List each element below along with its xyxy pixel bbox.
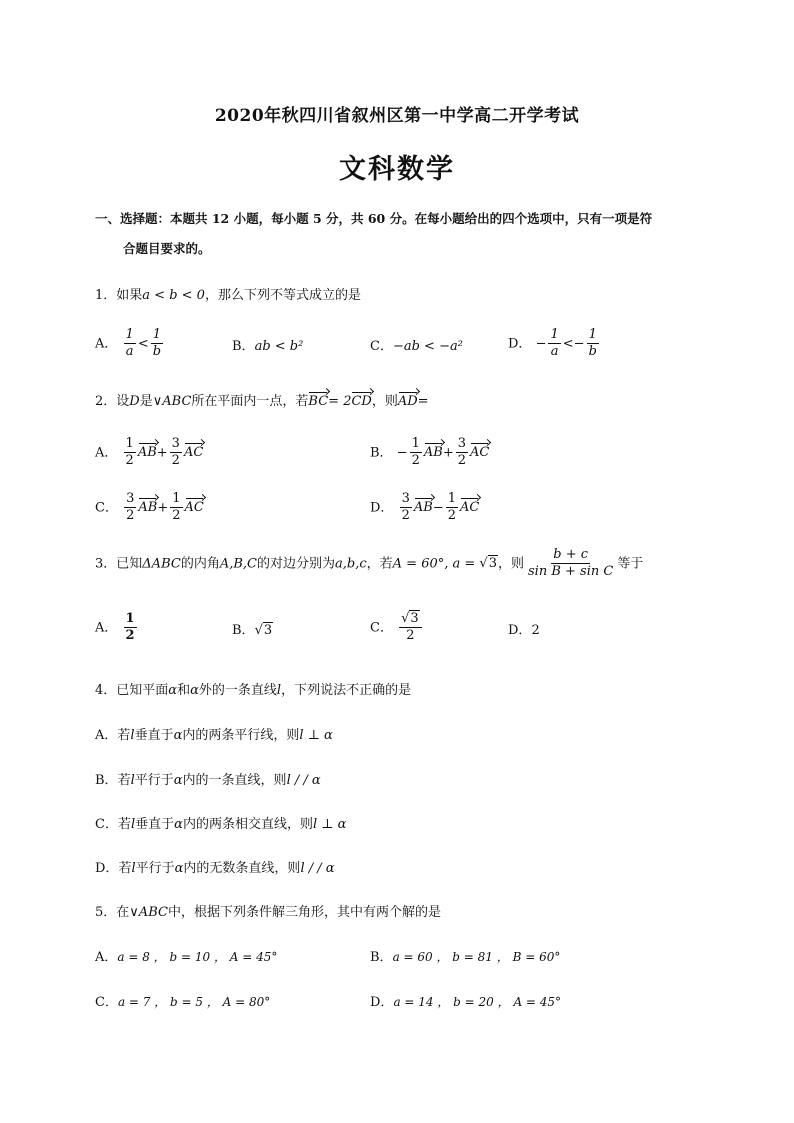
question-text: ，那么下列不等式成立的是 xyxy=(204,288,361,303)
option-label: C． xyxy=(95,500,118,516)
q2-option-b[interactable]: B． − $\frac{1}{2}$ AB+ $\frac{3}{2}$ AC xyxy=(370,436,490,469)
option-label: B． xyxy=(232,339,255,354)
question-5: 5．在∨ABC中，根据下列条件解三角形，其中有两个解的是 xyxy=(95,905,441,920)
option-label: B． xyxy=(232,623,255,638)
question-number: 1． xyxy=(95,288,117,303)
fraction: $\frac{1}{2}$ xyxy=(411,436,420,469)
q3-option-d[interactable] xyxy=(508,624,540,637)
fraction: $\frac{3}{2}$ xyxy=(126,491,135,524)
fraction: $\frac{3}{2}$ xyxy=(457,436,467,469)
q4-option-d[interactable]: D．若l平行于α内的无数条直线，则l / / α xyxy=(95,861,335,876)
sqrt-symbol: √3 xyxy=(479,556,497,572)
question-text: 如果 xyxy=(116,288,143,303)
fraction: $\frac{1}{2}$ xyxy=(125,611,135,644)
q3-option-c[interactable] xyxy=(370,612,424,644)
question-1 xyxy=(95,289,361,302)
option-expr: 2 xyxy=(531,623,540,638)
fraction: $\frac{b + c}{\text{sin B + sin C}}$ xyxy=(528,547,614,580)
q1-option-a[interactable]: A． $\frac{1}{a}$ < $\frac{1}{b}$ xyxy=(95,327,162,360)
fraction: $\frac{1}{b}$ xyxy=(588,327,597,360)
q1-option-d[interactable]: D． − $\frac{1}{a}$ <− $\frac{1}{b}$ xyxy=(508,327,597,360)
math-condition: a < b < 0 xyxy=(142,288,205,303)
option-label: A． xyxy=(95,620,118,636)
q4-option-c[interactable]: C．若l垂直于α内的两条相交直线，则l ⊥ α xyxy=(95,817,347,832)
q5-option-b[interactable]: B．a = 60 ， b = 81 ， B = 60° xyxy=(370,950,561,965)
q2-option-c[interactable]: C． $\frac{3}{2}$ AB+ $\frac{1}{2}$ AC xyxy=(95,491,204,524)
q5-option-d[interactable]: D．a = 14 ， b = 20 ， A = 45° xyxy=(370,995,562,1010)
fraction: $\frac{1}{2}$ xyxy=(125,436,134,469)
vector: AB xyxy=(423,445,443,461)
sqrt-symbol: √3 xyxy=(254,623,273,638)
option-label: C． xyxy=(370,339,393,354)
option-label: D． xyxy=(370,500,394,516)
vector: AC xyxy=(470,445,490,461)
fraction: $\frac{1}{2}$ xyxy=(447,491,456,524)
vector: BC xyxy=(308,394,329,409)
q2-option-d[interactable]: D． $\frac{3}{2}$ AB− $\frac{1}{2}$ AC xyxy=(370,491,480,524)
fraction: $\frac{1}{a}$ xyxy=(125,327,134,360)
option-label: D． xyxy=(508,336,532,352)
vector: AC xyxy=(460,500,480,516)
exam-title: 2020年秋四川省叙州区第一中学高二开学考试 xyxy=(214,106,580,126)
section-heading-line2: 合题目要求的。 xyxy=(123,241,211,256)
option-label: D． xyxy=(508,623,532,638)
question-3: 3．已知ΔABC的内角A,B,C的对边分别为a,b,c，若A = 60°, a = √3，则 $\frac{b + c}{\text{sin B + sin C}}$ 等于 xyxy=(95,547,644,580)
question-4: 4．已知平面α和α外的一条直线l，下列说法不正确的是 xyxy=(95,683,412,698)
subject-title: 文科数学 xyxy=(339,154,455,185)
section-heading-line1: 一、选择题：本题共 12 小题，每小题 5 分，共 60 分。在每小题给出的四个选项中，只有一项是符 xyxy=(95,211,653,226)
vector: AC xyxy=(184,500,204,516)
fraction: $\frac{1}{a}$ xyxy=(550,327,559,360)
option-label: C． xyxy=(370,620,393,636)
q3-option-b[interactable] xyxy=(232,624,273,637)
vector: AD xyxy=(397,394,418,409)
vector: AB xyxy=(138,500,158,516)
option-expr: −ab < −a² xyxy=(392,339,463,354)
vector: AB xyxy=(413,500,433,516)
fraction: $\frac{3}{2}$ xyxy=(401,491,410,524)
option-label: A． xyxy=(95,336,118,352)
option-expr: ab < b² xyxy=(254,339,304,354)
vector: AC xyxy=(183,445,204,461)
q4-option-b[interactable]: B．若l平行于α内的一条直线，则l / / α xyxy=(95,773,321,788)
option-label: B． xyxy=(370,445,393,461)
option-label: A． xyxy=(95,445,118,461)
q1-option-b[interactable] xyxy=(232,340,303,353)
fraction: $\frac{1}{b}$ xyxy=(152,327,162,360)
vector: CD xyxy=(351,394,372,409)
fraction: $\frac{3}{2}$ xyxy=(171,436,180,469)
fraction: $\frac{1}{2}$ xyxy=(172,491,181,524)
q2-option-a[interactable]: A． $\frac{1}{2}$ AB+ $\frac{3}{2}$ AC xyxy=(95,436,204,469)
fraction: $\frac{√3}{2}$ xyxy=(399,612,422,644)
q5-option-a[interactable]: A．a = 8 ， b = 10 ， A = 45° xyxy=(95,950,278,965)
q5-option-c[interactable]: C．a = 7 ， b = 5 ， A = 80° xyxy=(95,995,271,1010)
vector: AB xyxy=(137,445,157,461)
q3-option-a[interactable] xyxy=(95,612,139,644)
question-2: 2．设D是∨ABC所在平面内一点，若BC= 2CD，则AD= xyxy=(95,394,429,409)
q1-option-c[interactable] xyxy=(370,340,463,353)
q4-option-a[interactable]: A．若l垂直于α内的两条平行线，则l ⊥ α xyxy=(95,728,333,743)
